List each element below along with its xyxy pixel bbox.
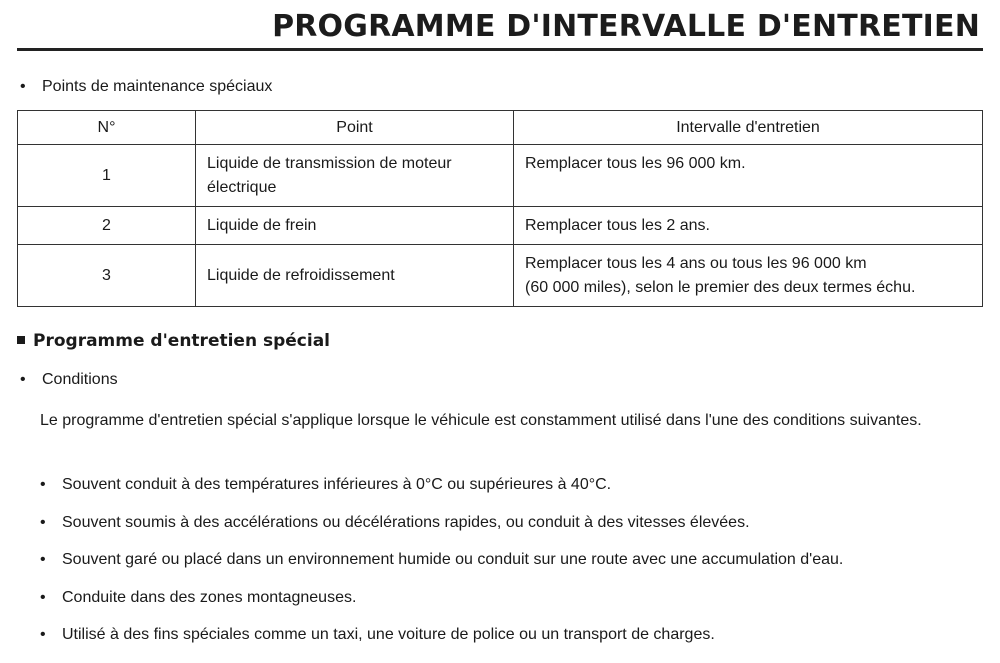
- table-row: [18, 245, 983, 307]
- bullet-icon: •: [40, 551, 46, 568]
- title-divider: [17, 48, 983, 51]
- bullet-icon: •: [20, 371, 26, 388]
- table-row: [18, 145, 983, 207]
- list-item-text: Conduite dans des zones montagneuses.: [62, 588, 357, 606]
- bullet-icon: •: [40, 588, 46, 606]
- list-item: [40, 625, 843, 663]
- column-header-interval: Intervalle d'entretien: [514, 111, 983, 145]
- row-interval: [514, 145, 983, 207]
- bullet-icon: •: [40, 513, 46, 531]
- row-point: Liquide de frein: [196, 207, 514, 245]
- row-point: Liquide de refroidissement: [196, 245, 514, 307]
- list-item-text: Souvent soumis à des accélérations ou décélérations rapides, ou conduit à des vitesses élevées.: [62, 513, 750, 531]
- conditions-label-text: Conditions: [42, 371, 118, 388]
- bullet-icon: •: [40, 476, 46, 493]
- bullet-icon: •: [40, 626, 46, 643]
- column-header-point: Point: [196, 111, 514, 145]
- row-number: 2: [18, 207, 196, 245]
- row-interval: [514, 245, 983, 307]
- list-item: [40, 588, 843, 626]
- list-item-text: Souvent conduit à des températures inférieures à 0°C ou supérieures à 40°C.: [62, 476, 612, 493]
- table-header-row: [18, 111, 983, 145]
- row-interval: [514, 207, 983, 245]
- list-item-text: Souvent garé ou placé dans un environnement humide ou conduit sur une route avec une accumulation d'eau.: [62, 551, 844, 568]
- conditions-intro: Le programme d'entretien spécial s'applique lorsque le véhicule est constamment utilisé dans l'une des conditions suivantes.: [40, 412, 922, 429]
- table-row: [18, 207, 983, 245]
- interval-line-2: (60 000 miles), selon le premier des deux termes échu.: [525, 279, 916, 296]
- section-heading-text: Programme d'entretien spécial: [33, 331, 330, 351]
- bullet-icon: •: [20, 78, 26, 95]
- interval-line-1: Remplacer tous les 96 000 km.: [525, 155, 746, 172]
- special-points-label: [20, 77, 272, 97]
- list-item: [40, 550, 843, 588]
- row-number: 1: [18, 145, 196, 207]
- column-header-number: N°: [18, 111, 196, 145]
- row-point: Liquide de transmission de moteur électrique: [196, 145, 514, 207]
- row-number: 3: [18, 245, 196, 307]
- conditions-list: [40, 475, 843, 663]
- special-points-label-text: Points de maintenance spéciaux: [42, 78, 273, 95]
- interval-line-1: Remplacer tous les 4 ans ou tous les 96 000 km: [525, 255, 867, 272]
- square-bullet-icon: [17, 336, 25, 344]
- list-item: [40, 513, 843, 551]
- list-item: [40, 475, 843, 513]
- section-heading: [17, 329, 330, 353]
- list-item-text: Utilisé à des fins spéciales comme un taxi, une voiture de police ou un transport de charges.: [62, 626, 715, 643]
- maintenance-points-table: [17, 110, 983, 307]
- page-title: PROGRAMME D'INTERVALLE D'ENTRETIEN: [272, 9, 980, 44]
- interval-line-1: Remplacer tous les 2 ans.: [525, 217, 710, 234]
- conditions-label: [20, 370, 118, 390]
